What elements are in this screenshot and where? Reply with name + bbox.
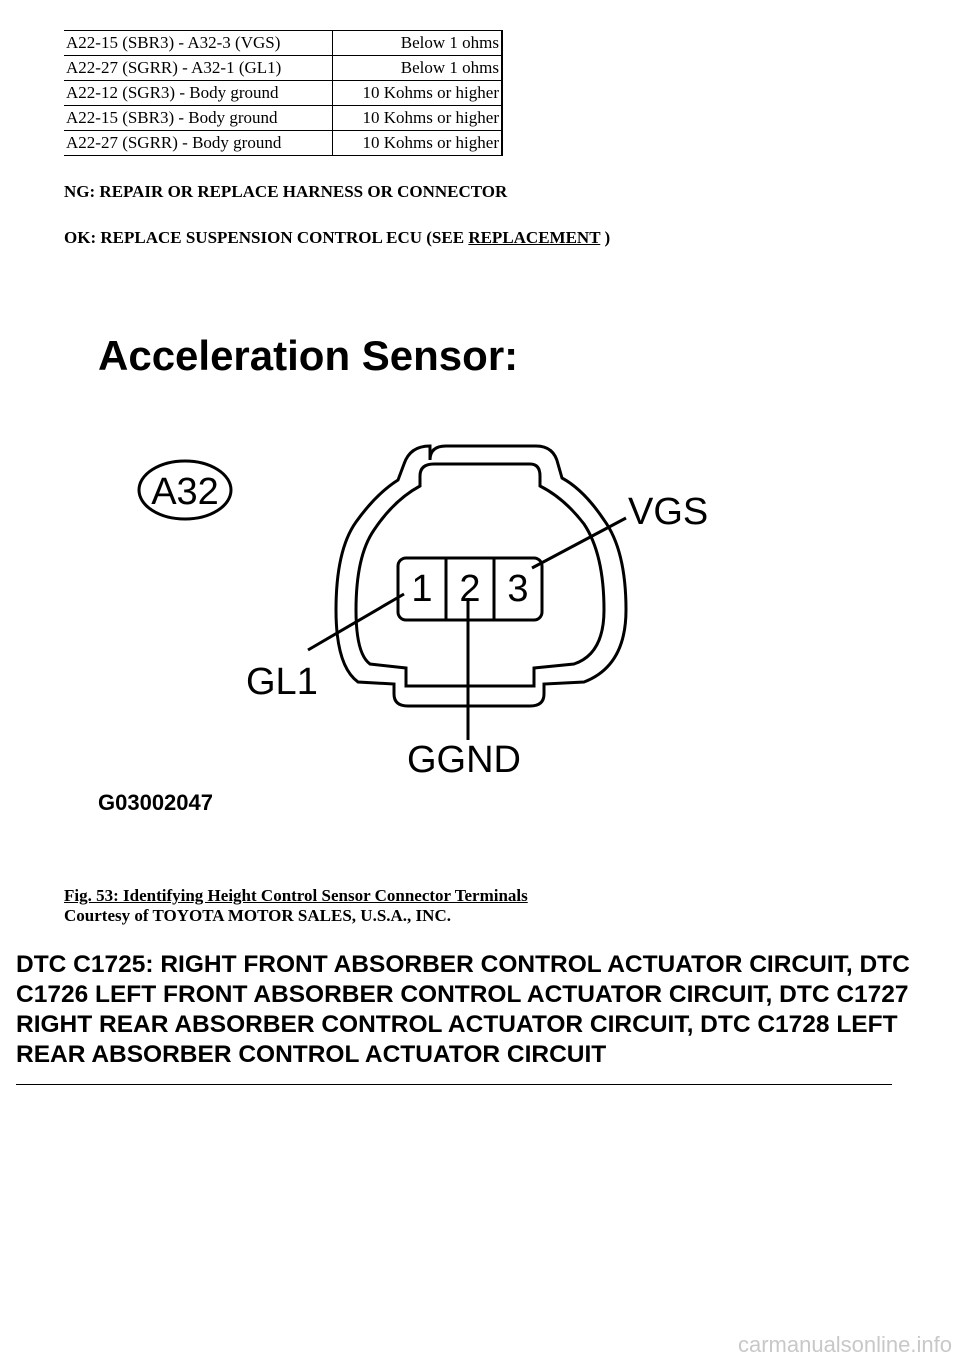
label-ggnd: GGND: [407, 739, 521, 781]
connector-diagram: [64, 310, 764, 830]
connection-cell: A22-27 (SGRR) - Body ground: [64, 131, 333, 156]
connection-cell: A22-15 (SBR3) - A32-3 (VGS): [64, 31, 333, 56]
label-vgs: VGS: [628, 491, 709, 533]
watermark: carmanualsonline.info: [737, 1332, 952, 1357]
table-row: [64, 106, 502, 131]
connector-outer-housing: [336, 446, 626, 706]
condition-cell: 10 Kohms or higher: [333, 131, 503, 156]
table-row: [64, 31, 502, 56]
dtc-heading: DTC C1725: RIGHT FRONT ABSORBER CONTROL ACTUATOR CIRCUIT, DTC C1726 LEFT FRONT ABSORBER CONTROL ACTUATOR CIRCUIT, DTC C1727 RIGHT REAR ABSORBER CONTROL ACTUATOR CIRCUIT, DTC C1728 LEFT REAR ABSORBER CONTROL ACTUATOR CIRCUIT: [16, 951, 910, 1068]
condition-cell: Below 1 ohms: [333, 56, 503, 81]
resistance-table: [64, 30, 503, 156]
figure-title: Acceleration Sensor:: [98, 332, 519, 379]
table-row: [64, 131, 502, 156]
figure-credit: Courtesy of TOYOTA MOTOR SALES, U.S.A., INC.: [64, 906, 451, 925]
connection-cell: A22-12 (SGR3) - Body ground: [64, 81, 333, 106]
replacement-link[interactable]: REPLACEMENT: [468, 228, 601, 247]
condition-cell: 10 Kohms or higher: [333, 81, 503, 106]
figure-caption: Fig. 53: Identifying Height Control Sensor Connector Terminals: [64, 886, 528, 905]
table-row: [64, 81, 502, 106]
label-gl1: GL1: [246, 661, 318, 703]
vgs-leader: [532, 518, 626, 568]
figure-code: G03002047: [98, 790, 213, 815]
result-ok-suffix: ): [600, 228, 611, 247]
table-row: [64, 56, 502, 81]
connector-id: A32: [151, 471, 219, 513]
section-divider: [16, 1084, 892, 1085]
result-ng: NG: REPAIR OR REPLACE HARNESS OR CONNECTOR: [64, 182, 508, 201]
result-ok: [64, 228, 610, 248]
connection-cell: A22-27 (SGRR) - A32-1 (GL1): [64, 56, 333, 81]
connection-cell: A22-15 (SBR3) - Body ground: [64, 106, 333, 131]
pin-2: 2: [459, 568, 481, 610]
condition-cell: 10 Kohms or higher: [333, 106, 503, 131]
condition-cell: Below 1 ohms: [333, 31, 503, 56]
pin-1: 1: [411, 568, 433, 610]
result-ok-prefix: OK: REPLACE SUSPENSION CONTROL ECU (SEE: [64, 228, 469, 247]
pin-3: 3: [507, 568, 529, 610]
